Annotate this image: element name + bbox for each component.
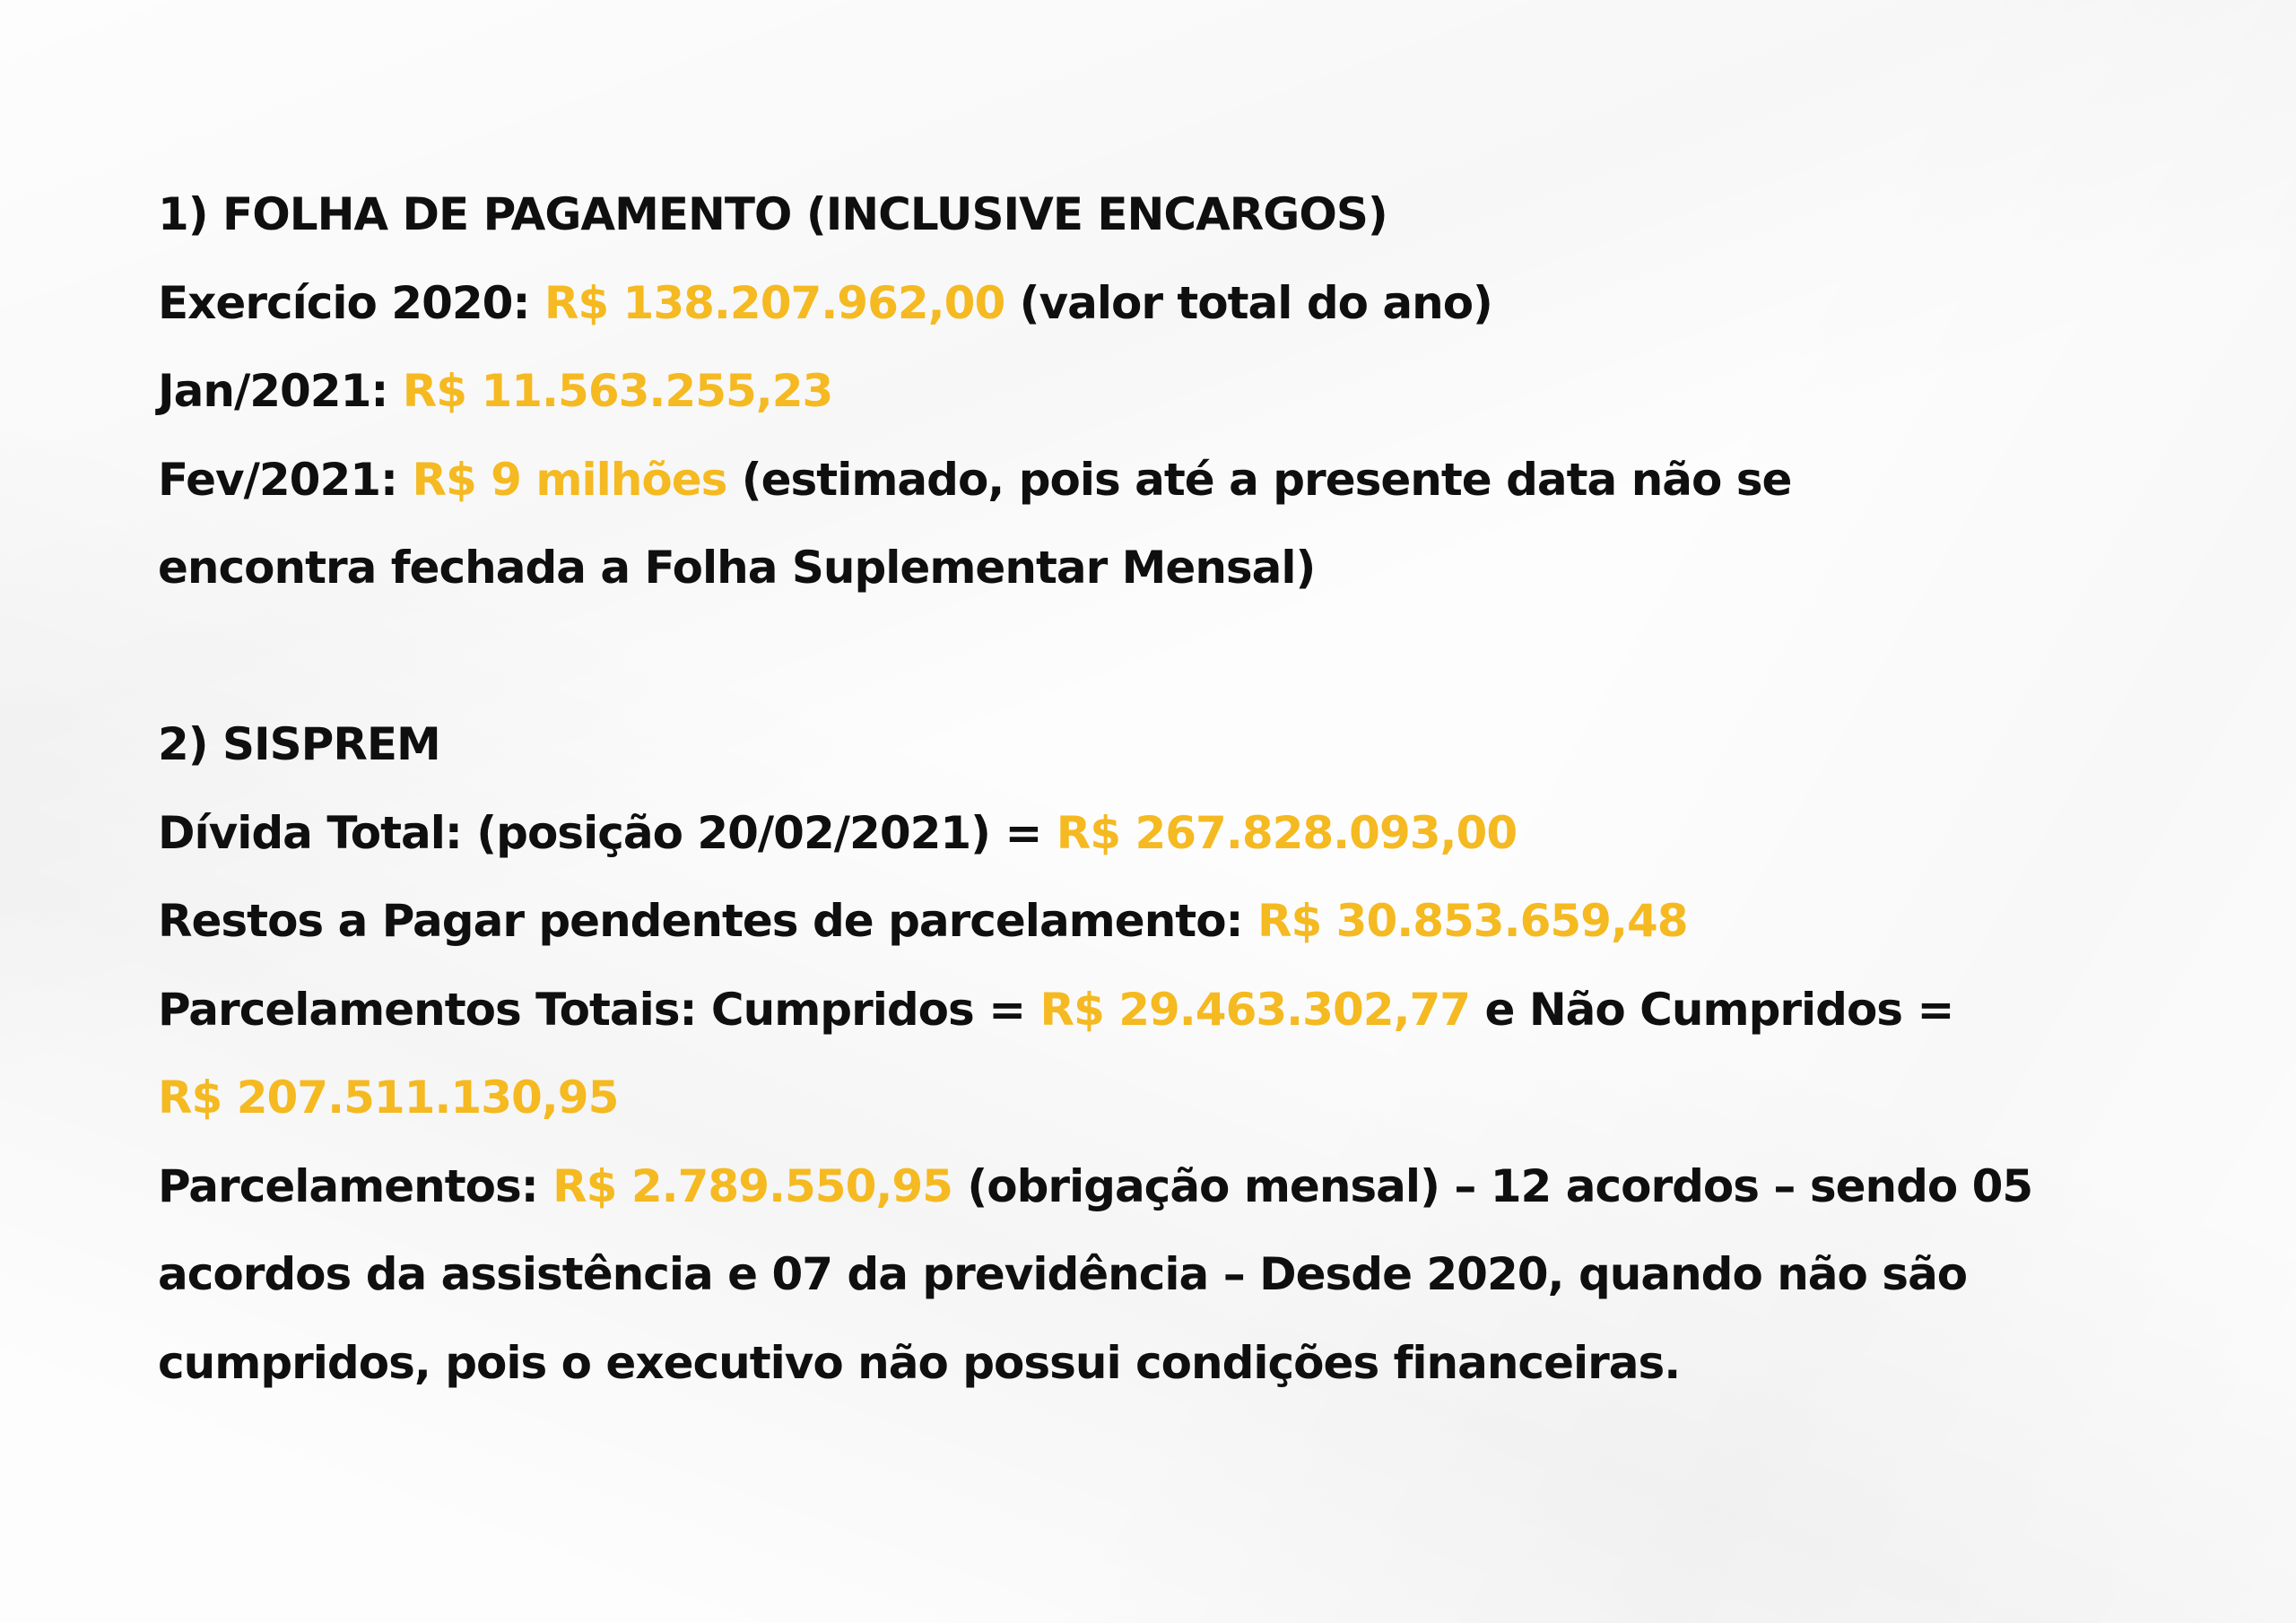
payroll-feb-2021-continuation (158, 524, 2167, 612)
installments-unfulfilled-label: e Não Cumpridos = (1470, 983, 1954, 1036)
payroll-feb-2021-note-continued: encontra fechada a Folha Suplementar Mensal) (158, 542, 1316, 594)
section-1-heading-text: 1) FOLHA DE PAGAMENTO (INCLUSIVE ENCARGOS) (158, 188, 1387, 240)
payroll-2020-label: Exercício 2020: (158, 276, 544, 329)
payroll-2020-value: R$ 138.207.962,00 (544, 276, 1005, 329)
agreements-detail-line (158, 1230, 2167, 1319)
section-1-heading (158, 170, 2167, 259)
pending-payables-value: R$ 30.853.659,48 (1257, 895, 1688, 947)
payroll-feb-2021-line (158, 436, 2167, 525)
monthly-installments-line (158, 1142, 2167, 1231)
section-2-heading-text: 2) SISPREM (158, 718, 440, 770)
total-debt-value: R$ 267.828.093,00 (1056, 806, 1518, 859)
section-spacer (158, 612, 2167, 701)
agreements-detail-text: acordos da assistência e 07 da previdência – Desde 2020, quando não são (158, 1248, 1968, 1300)
pending-payables-line (158, 877, 2167, 966)
payroll-feb-2021-note: (estimado, pois até a presente data não se (726, 453, 1792, 506)
installments-unfulfilled-value: R$ 207.511.130,95 (158, 1072, 619, 1124)
payroll-jan-2021-line (158, 347, 2167, 436)
payroll-feb-2021-label: Fev/2021: (158, 453, 413, 506)
payroll-feb-2021-value: R$ 9 milhões (412, 453, 727, 506)
installments-fulfilled-label: Parcelamentos Totais: Cumpridos = (158, 983, 1040, 1036)
total-debt-label: Dívida Total: (posição 20/02/2021) = (158, 806, 1057, 859)
payroll-2020-line (158, 259, 2167, 348)
installments-unfulfilled-line (158, 1054, 2167, 1142)
installments-total-line (158, 966, 2167, 1055)
installments-fulfilled-value: R$ 29.463.302,77 (1039, 983, 1471, 1036)
document-body (158, 170, 2167, 1407)
agreements-conclusion-line (158, 1319, 2167, 1408)
payroll-jan-2021-value: R$ 11.563.255,23 (402, 365, 833, 417)
total-debt-line (158, 789, 2167, 878)
payroll-2020-note: (valor total do ano) (1004, 276, 1492, 329)
section-2-heading (158, 700, 2167, 789)
agreements-conclusion-text: cumpridos, pois o executivo não possui condições financeiras. (158, 1336, 1681, 1389)
monthly-installments-label: Parcelamentos: (158, 1159, 553, 1212)
monthly-installments-note: (obrigação mensal) – 12 acordos – sendo 05 (952, 1159, 2033, 1212)
monthly-installments-value: R$ 2.789.550,95 (552, 1159, 952, 1212)
pending-payables-label: Restos a Pagar pendentes de parcelamento: (158, 895, 1257, 947)
payroll-jan-2021-label: Jan/2021: (158, 365, 403, 417)
